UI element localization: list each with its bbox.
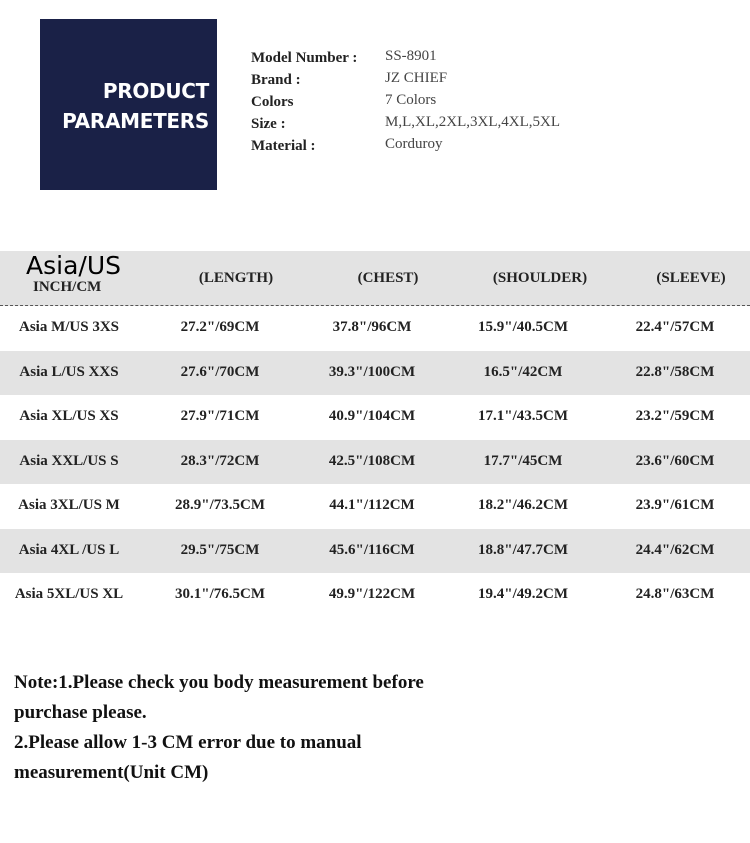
shoulder-cell: 18.8"/47.7CM (478, 541, 568, 558)
param-label: Brand : (251, 72, 301, 88)
length-cell: 28.3"/72CM (180, 452, 260, 469)
shoulder-cell: 19.4"/49.2CM (478, 586, 568, 602)
chest-cell: 49.9"/122CM (328, 586, 416, 602)
table-row (0, 306, 750, 351)
param-value: M,L,XL,2XL,3XL,4XL,5XL (385, 114, 560, 130)
sleeve-cell: 24.4"/62CM (635, 541, 715, 558)
header-chest: (CHEST) (357, 270, 419, 286)
shoulder-cell: 17.1"/43.5CM (478, 408, 568, 424)
param-label: Material : (251, 138, 316, 154)
sleeve-cell: 23.6"/60CM (635, 452, 715, 469)
param-value: SS-8901 (385, 48, 437, 64)
note-line-4: measurement(Unit CM) (14, 762, 209, 783)
size-chart-table (0, 251, 750, 618)
measurement-note (14, 668, 514, 788)
table-row (0, 351, 750, 396)
chest-cell: 44.1"/112CM (329, 497, 415, 513)
chest-cell: 45.6"/116CM (329, 541, 415, 558)
length-cell: 30.1"/76.5CM (175, 586, 265, 602)
sleeve-cell: 22.4"/57CM (635, 319, 715, 335)
sleeve-cell: 22.8"/58CM (635, 363, 715, 380)
sleeve-cell: 23.9"/61CM (635, 497, 715, 513)
header-shoulder: (SHOULDER) (492, 270, 588, 286)
chest-cell: 40.9"/104CM (328, 408, 416, 424)
table-row (0, 484, 750, 529)
length-cell: 27.6"/70CM (180, 363, 260, 380)
param-label: Size : (251, 116, 286, 132)
shoulder-cell: 18.2"/46.2CM (478, 497, 568, 513)
sleeve-cell: 24.8"/63CM (635, 586, 715, 602)
param-label: Colors (251, 94, 294, 110)
sleeve-cell: 23.2"/59CM (635, 408, 715, 424)
product-parameters-badge (40, 19, 217, 190)
shoulder-cell: 15.9"/40.5CM (478, 319, 568, 335)
param-label: Model Number : (251, 50, 358, 66)
note-line-1: Note:1.Please check you body measurement before (14, 672, 424, 693)
length-cell: 29.5"/75CM (180, 541, 260, 558)
table-row (0, 440, 750, 485)
size-header-title: Asia/US (26, 251, 121, 280)
badge-line-1: PRODUCT (102, 79, 209, 103)
length-cell: 28.9"/73.5CM (175, 497, 265, 513)
size-column-header (26, 251, 121, 295)
chest-cell: 42.5"/108CM (328, 452, 416, 469)
size-cell: Asia XL/US XS (19, 408, 119, 424)
length-cell: 27.2"/69CM (180, 319, 260, 335)
size-cell: Asia 5XL/US XL (14, 586, 124, 602)
size-cell: Asia XXL/US S (19, 452, 119, 469)
size-cell: Asia M/US 3XS (18, 319, 120, 335)
size-chart-header (0, 251, 750, 306)
param-value: JZ CHIEF (385, 70, 448, 86)
size-cell: Asia 4XL /US L (18, 541, 120, 558)
size-header-units: INCH/CM (33, 279, 102, 295)
chest-cell: 37.8"/96CM (332, 319, 412, 335)
note-line-2: purchase please. (14, 702, 147, 723)
table-row (0, 529, 750, 574)
header-length: (LENGTH) (198, 270, 274, 286)
table-row (0, 395, 750, 440)
chest-cell: 39.3"/100CM (328, 363, 416, 380)
size-cell: Asia L/US XXS (19, 363, 119, 380)
note-line-3: 2.Please allow 1-3 CM error due to manual (14, 732, 362, 753)
param-value: 7 Colors (385, 92, 437, 108)
size-cell: Asia 3XL/US M (18, 497, 120, 513)
table-row (0, 573, 750, 618)
header-sleeve: (SLEEVE) (656, 270, 726, 286)
param-value: Corduroy (385, 136, 443, 152)
shoulder-cell: 16.5"/42CM (483, 363, 563, 380)
length-cell: 27.9"/71CM (180, 408, 260, 424)
shoulder-cell: 17.7"/45CM (483, 452, 563, 469)
badge-line-2: PARAMETERS (62, 109, 209, 133)
